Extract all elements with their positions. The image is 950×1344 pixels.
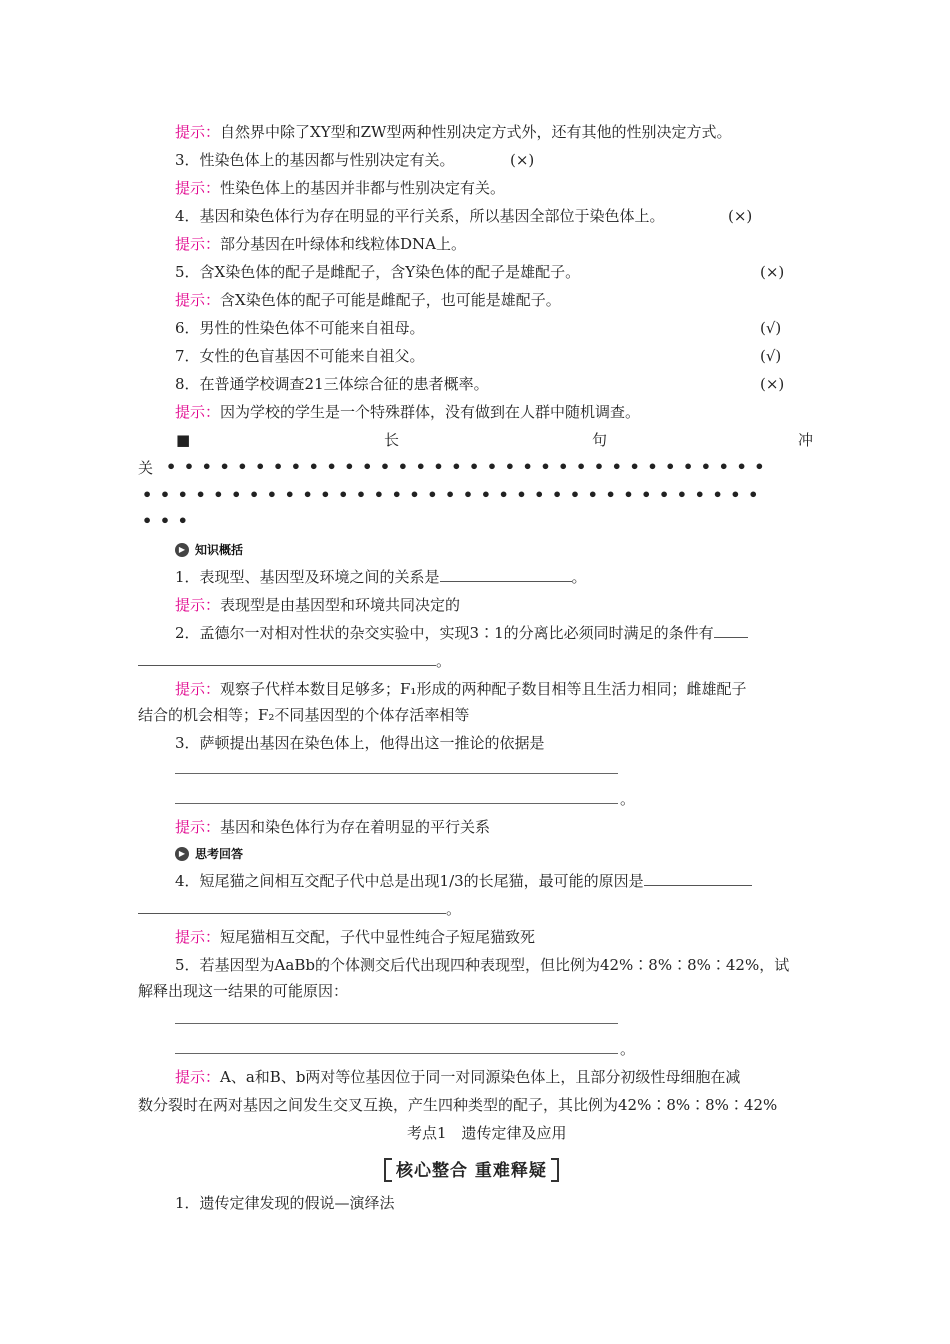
hint-line: 提示：基因和染色体行为存在着明显的平行关系	[175, 818, 491, 836]
section-title: 核心整合 重难释疑	[396, 1156, 547, 1181]
hint-line: 提示：性染色体上的基因并非都与性别决定有关。	[175, 179, 506, 197]
paragraph-1: 1．遗传定律发现的假说—演绎法	[175, 1194, 395, 1212]
answer-line[interactable]	[175, 1053, 618, 1054]
judgement-mark: (√)	[760, 319, 782, 337]
emphasis-dots: •••••••••••••••••••••••••••••••••••	[142, 485, 766, 504]
hint-line: 提示：表现型是由基因型和环境共同决定的	[175, 596, 461, 614]
think-badge: ▶ 思考回答	[175, 846, 243, 862]
question-3: 3．萨顿提出基因在染色体上，他得出这一推论的依据是	[175, 734, 545, 752]
answer-line[interactable]	[175, 803, 618, 804]
emphasis-dots: •••	[142, 511, 196, 530]
judgement-mark: (√)	[760, 347, 782, 365]
answer-blank[interactable]	[138, 899, 446, 914]
knowledge-badge: ▶ 知识概括	[175, 542, 243, 558]
hint-line-cont: 结合的机会相等；F₂不同基因型的个体存活率相等	[138, 706, 470, 724]
judgement-mark: (×)	[510, 151, 535, 169]
hint-line: 提示：自然界中除了XY型和ZW型两种性别决定方式外，还有其他的性别决定方式。	[175, 123, 732, 141]
statement-5: 5．含X染色体的配子是雌配子，含Y染色体的配子是雄配子。	[175, 263, 581, 281]
judgement-mark: (×)	[760, 375, 785, 393]
answer-blank[interactable]	[644, 871, 752, 886]
period: 。	[620, 1040, 636, 1058]
hint-line: 提示：短尾猫相互交配，子代中显性纯合子短尾猫致死	[175, 928, 536, 946]
heading-char: 关	[138, 459, 154, 477]
judgement-mark: (×)	[728, 207, 753, 225]
statement-7: 7．女性的色盲基因不可能来自祖父。	[175, 347, 425, 365]
statement-8: 8．在普通学校调查21三体综合征的患者概率。	[175, 375, 489, 393]
heading-char: 冲	[798, 431, 814, 449]
question-5-cont: 解释出现这一结果的可能原因：	[138, 982, 349, 1000]
question-2: 2．孟德尔一对相对性状的杂交实验中，实现3∶1的分离比必须同时满足的条件有	[175, 622, 748, 644]
answer-blank[interactable]	[714, 623, 748, 638]
hint-line: 提示：A、a和B、b两对等位基因位于同一对同源染色体上，且部分初级性母细胞在减	[175, 1068, 741, 1086]
answer-line[interactable]	[175, 1023, 618, 1024]
square-bullet: ■	[176, 431, 191, 449]
judgement-mark: (×)	[760, 263, 785, 281]
statement-6: 6．男性的性染色体不可能来自祖母。	[175, 319, 425, 337]
hint-line: 提示：部分基因在叶绿体和线粒体DNA上。	[175, 235, 467, 253]
question-2-cont: 。	[138, 650, 451, 672]
period: 。	[620, 790, 636, 808]
statement-3: 3．性染色体上的基因都与性别决定有关。	[175, 151, 455, 169]
question-5: 5．若基因型为AaBb的个体测交后代出现四种表现型，但比例为42%∶8%∶8%∶42%，试	[175, 956, 790, 974]
question-1: 1．表现型、基因型及环境之间的关系是 。	[175, 568, 587, 586]
hint-line-cont: 数分裂时在两对基因之间发生交叉互换，产生四种类型的配子，其比例为42%∶8%∶8%∶42%	[138, 1096, 778, 1114]
play-icon: ▶	[175, 847, 189, 861]
question-4-cont: 。	[138, 898, 461, 920]
statement-4: 4．基因和染色体行为存在明显的平行关系，所以基因全部位于染色体上。	[175, 207, 665, 225]
topic-title: 考点1 遗传定律及应用	[407, 1124, 567, 1142]
play-icon: ▶	[175, 543, 189, 557]
heading-char: 长	[384, 431, 400, 449]
answer-line[interactable]	[175, 773, 618, 774]
answer-blank[interactable]	[440, 567, 572, 582]
emphasis-dots: ••••••••••••••••••••••••••••••••••	[166, 457, 773, 476]
heading-char: 句	[592, 431, 608, 449]
hint-line: 提示：含X染色体的配子可能是雌配子，也可能是雄配子。	[175, 291, 561, 309]
hint-line: 提示：观察子代样本数目足够多；F₁形成的两种配子数目相等且生活力相同；雌雄配子	[175, 680, 747, 698]
hint-line: 提示：因为学校的学生是一个特殊群体，没有做到在人群中随机调查。	[175, 403, 641, 421]
question-4: 4．短尾猫之间相互交配子代中总是出现1/3的长尾猫，最可能的原因是	[175, 870, 752, 892]
answer-blank[interactable]	[138, 651, 436, 666]
